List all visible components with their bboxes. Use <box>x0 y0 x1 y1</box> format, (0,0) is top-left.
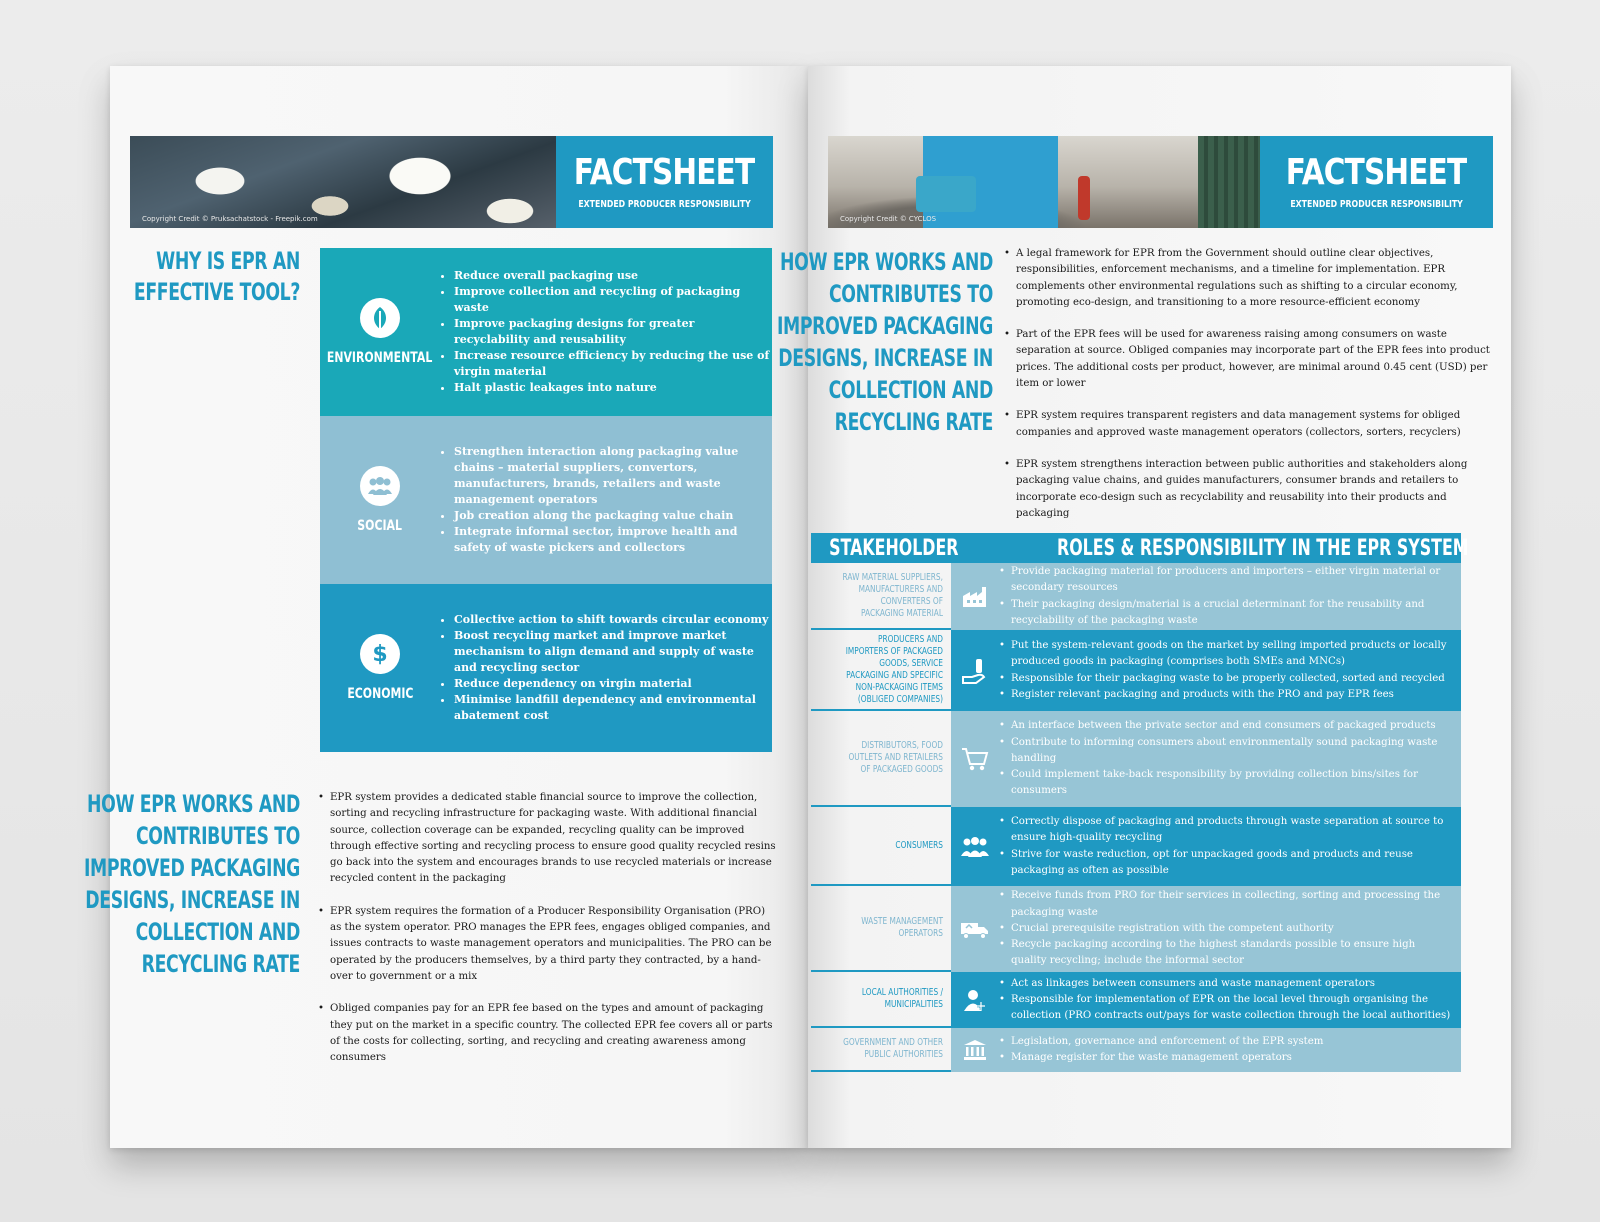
banner-photo-dumpsite <box>828 136 1260 228</box>
list-item: • Recycle packaging according to the highest standards possible to ensure high quality recycling; include the informal sector <box>999 937 1453 970</box>
list-item: • Responsible for implementation of EPR on the local level through organising the collection (PRO contracts out/pays for waste collection through the local authorities) <box>999 992 1453 1025</box>
list-item: • EPR system requires transparent registers and data management systems for obliged companies and approved waste management operators (collectors, sorters, recyclers) <box>1004 408 1494 441</box>
left-page <box>83 66 808 1148</box>
right-page <box>776 66 1511 1148</box>
list-item: • Improve collection and recycling of packaging waste <box>454 284 772 316</box>
list-item: • EPR system provides a dedicated stable financial source to improve the collection, sorting and recycling infrastructure for packaging waste. With additional financial source, collection coverage can be expanded, recycling quality can be improved through effective sorting and recycling process to ensure good quality recycled resins go back into the system and encourages brands to use recycled materials or increase recycled content in the packaging <box>318 790 776 888</box>
stakeholder-row-government <box>811 1028 1461 1072</box>
list-item: • An interface between the private sector and end consumers of packaged products <box>999 718 1453 734</box>
list-item: • EPR system strengthens interaction between public authorities and stakeholders along packaging value chains, and guides manufacturers, consumer brands and retailers to incorporate eco-design such as recyclability and reusability into their products and packaging <box>1004 457 1494 522</box>
factsheet-title: FACTSHEET <box>574 151 755 193</box>
benefit-economic <box>320 584 772 752</box>
list-item: • A legal framework for EPR from the Government should outline clear objectives, responsibilities, enforcement mechanisms, and a timeline for implementation. EPR complements other environmental regulations such as shifting to a circular economy, promoting eco-design, and transitioning to a more resource-efficient economy <box>1004 246 1494 311</box>
factsheet-title-box <box>1260 136 1493 228</box>
stakeholder-name: GOVERNMENT AND OTHER PUBLIC AUTHORITIES <box>811 1028 951 1072</box>
list-item: • Boost recycling market and improve market mechanism to align demand and supply of waste and recycling sector <box>454 628 772 676</box>
leaf-icon <box>360 298 400 338</box>
benefit-list <box>440 584 772 752</box>
truck-shape <box>916 176 976 212</box>
list-item: • EPR system requires the formation of a Producer Responsibility Organisation (PRO) as the system operator. PRO manages the EPR fees, engages obliged companies, and issues contracts to waste management operators and municipalities. The PRO can be operated by the producers themselves, by a third party they contracted, by a hand-over to government or a mix <box>318 904 776 985</box>
list-item: • Minimise landfill dependency and environmental abatement cost <box>454 692 772 724</box>
list-item: • Manage register for the waste management operators <box>999 1050 1323 1066</box>
stakeholder-name: CONSUMERS <box>811 807 951 886</box>
list-item: • Their packaging design/material is a crucial determinant for the reusability and recyclability of the packaging waste <box>999 597 1453 630</box>
list-item: • Act as linkages between consumers and waste management operators <box>999 976 1453 992</box>
list-item: • Receive funds from PRO for their services in collecting, sorting and processing the packaging waste <box>999 888 1453 921</box>
list-item: • Responsible for their packaging waste to be properly collected, sorted and recycled <box>999 671 1453 687</box>
factsheet-title-box <box>556 136 773 228</box>
photo-credit: Copyright Credit © Pruksachatstock - Freepik.com <box>142 215 318 223</box>
stakeholder-name: RAW MATERIAL SUPPLIERS, MANUFACTURERS AND CONVERTERS OF PACKAGING MATERIAL <box>811 563 951 630</box>
how-epr-works-heading: HOW EPR WORKS AND CONTRIBUTES TO IMPROVED PACKAGING DESIGNS, INCREASE IN COLLECTION AND RECYCLING RATE <box>776 248 993 436</box>
list-item: • Strive for waste reduction, opt for unpackaged goods and products and reuse packaging as often as possible <box>999 847 1453 880</box>
benefit-list <box>440 248 772 416</box>
list-item: • Reduce overall packaging use <box>454 268 772 284</box>
list-item: • Halt plastic leakages into nature <box>454 380 772 396</box>
banner-photo-plastic-waste <box>130 136 556 228</box>
list-item: • Part of the EPR fees will be used for awareness raising among consumers on waste separation at source. Obliged companies may incorporate part of the EPR fees into product prices. The additional costs per product, however, are minimal around 0.45 cent (USD) per item or lower <box>1004 327 1494 392</box>
factsheet-subtitle: EXTENDED PRODUCER RESPONSIBILITY <box>578 198 751 210</box>
stakeholder-table-header <box>811 533 1469 563</box>
benefit-label: ECONOMIC <box>346 686 414 702</box>
stakeholder-row-waste-operators <box>811 886 1461 972</box>
waste-picker-shape <box>1078 176 1090 220</box>
list-item: • Legislation, governance and enforcement of the EPR system <box>999 1034 1323 1050</box>
stakeholder-row-local-authorities <box>811 972 1461 1028</box>
factsheet-title: FACTSHEET <box>1286 151 1467 193</box>
bottle-hand-icon <box>951 630 999 711</box>
right-banner <box>828 136 1493 228</box>
benefit-label: SOCIAL <box>357 518 403 534</box>
stakeholder-row-distributors <box>811 711 1461 807</box>
list-item: • Reduce dependency on virgin material <box>454 676 772 692</box>
list-item: • Contribute to informing consumers about environmentally sound packaging waste handling <box>999 735 1453 768</box>
stakeholder-name: DISTRIBUTORS, FOOD OUTLETS AND RETAILERS OF PACKAGED GOODS <box>811 711 951 807</box>
left-banner <box>130 136 773 228</box>
people-icon <box>360 466 400 506</box>
list-item: • Put the system-relevant goods on the market by selling imported products or locally produced goods in packaging (comprises both SMEs and MNCs) <box>999 638 1453 671</box>
stakeholder-column-header: STAKEHOLDER <box>829 535 959 561</box>
list-item: • Increase resource efficiency by reducing the use of virgin material <box>454 348 772 380</box>
benefit-social <box>320 416 772 584</box>
how-epr-works-list <box>1004 246 1494 522</box>
roles-column-header: ROLES & RESPONSIBILITY IN THE EPR SYSTEM <box>1057 535 1469 561</box>
list-item: • Provide packaging material for producers and importers – either virgin material or secondary resources <box>999 564 1453 597</box>
factory-icon <box>951 563 999 630</box>
list-item: • Collective action to shift towards circular economy <box>454 612 772 628</box>
list-item: • Integrate informal sector, improve health and safety of waste pickers and collectors <box>454 524 772 556</box>
list-item: • Could implement take-back responsibility by providing collection bins/sites for consumers <box>999 767 1453 800</box>
list-item: • Strengthen interaction along packaging value chains – material suppliers, convertors, manufacturers, brands, retailers and waste management operators <box>454 444 772 508</box>
list-item: • Obliged companies pay for an EPR fee based on the types and amount of packaging they put on the market in a specific country. The collected EPR fee covers all or parts of the costs for collecting, sorting, and recycling and creating awareness among consumers <box>318 1001 776 1066</box>
recycle-truck-icon <box>951 886 999 972</box>
dollar-icon: $ <box>360 634 400 674</box>
stakeholder-row-suppliers <box>811 563 1461 630</box>
factsheet-subtitle: EXTENDED PRODUCER RESPONSIBILITY <box>1290 198 1463 210</box>
list-item: • Improve packaging designs for greater recyclability and reusability <box>454 316 772 348</box>
stakeholder-name: WASTE MANAGEMENT OPERATORS <box>811 886 951 972</box>
benefit-label: ENVIRONMENTAL <box>327 350 433 366</box>
benefit-environmental <box>320 248 772 416</box>
list-item: • Job creation along the packaging value chain <box>454 508 772 524</box>
how-epr-works-list <box>318 790 776 1066</box>
crates-shape <box>1198 136 1260 228</box>
stakeholder-name: PRODUCERS AND IMPORTERS OF PACKAGED GOODS, SERVICE PACKAGING AND SPECIFIC NON-PACKAGING ITEMS (OBLIGED COMPANIES) <box>811 630 951 711</box>
stakeholder-name: LOCAL AUTHORITIES / MUNICIPALITIES <box>811 972 951 1028</box>
how-epr-works-heading: HOW EPR WORKS AND CONTRIBUTES TO IMPROVED PACKAGING DESIGNS, INCREASE IN COLLECTION AND RECYCLING RATE <box>83 790 301 978</box>
group-icon <box>951 807 999 886</box>
benefit-list <box>440 416 772 584</box>
cart-icon <box>951 711 999 807</box>
stakeholder-row-consumers <box>811 807 1461 886</box>
photo-credit: Copyright Credit © CYCLOS <box>840 215 937 223</box>
list-item: • Crucial prerequisite registration with the competent authority <box>999 921 1453 937</box>
why-epr-heading: WHY IS EPR AN EFFECTIVE TOOL? <box>133 247 300 306</box>
person-plus-icon <box>951 972 999 1028</box>
list-item: • Register relevant packaging and products with the PRO and pay EPR fees <box>999 687 1453 703</box>
stakeholder-row-producers <box>811 630 1461 711</box>
list-item: • Correctly dispose of packaging and products through waste separation at source to ensure high-quality recycling <box>999 814 1453 847</box>
government-building-icon <box>951 1028 999 1072</box>
